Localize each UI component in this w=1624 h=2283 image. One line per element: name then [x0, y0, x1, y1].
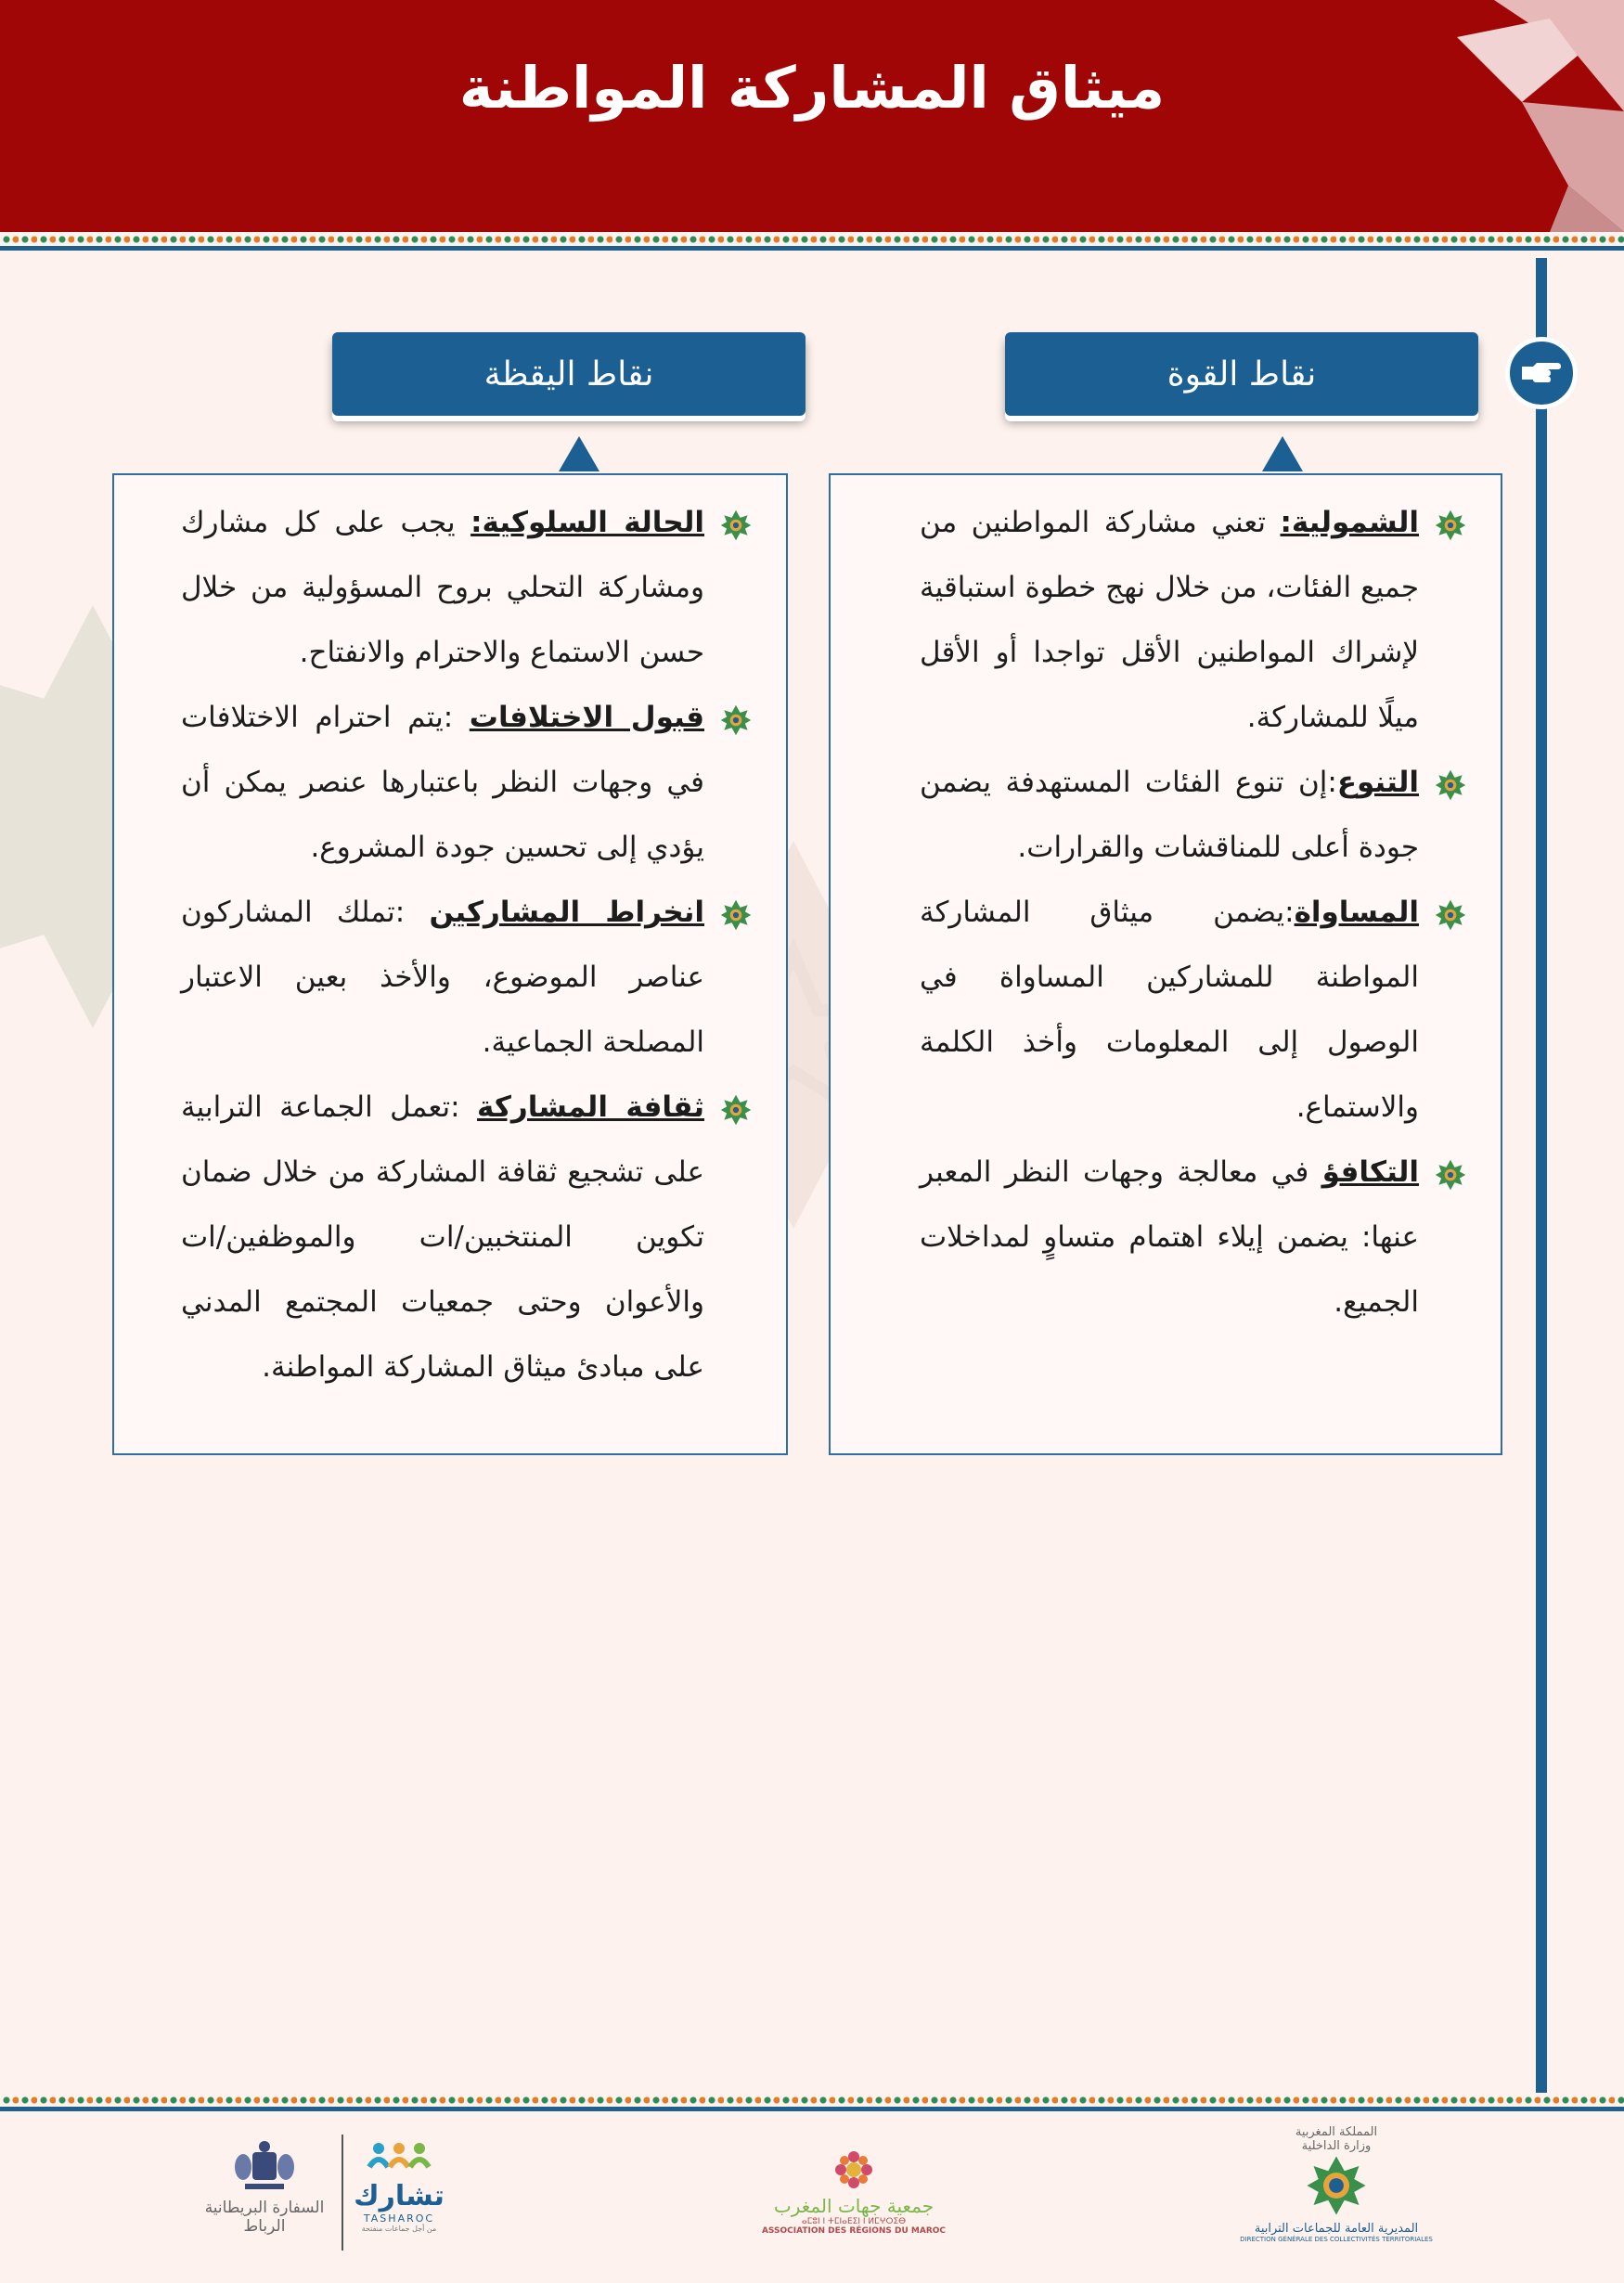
- embassy-name: السفارة البريطانية: [204, 2199, 325, 2217]
- strength-text: :إن تنوع الفئات المستهدفة يضمن جودة أعلى للمناقشات والقرارات.: [920, 766, 1419, 864]
- regions-name-ar: جمعية جهات المغرب: [773, 2195, 934, 2217]
- caution-item: [181, 1075, 753, 1399]
- ministry-kingdom: المملكة المغربية: [1295, 2125, 1378, 2139]
- caution-item: [181, 880, 753, 1075]
- origami-corner-decoration: [1438, 0, 1624, 232]
- caution-term: الحالة السلوكية:: [470, 506, 704, 539]
- star-bullet-icon: [719, 703, 753, 737]
- ministry-directorate-ar: المديرية العامة للجماعات الترابية: [1254, 2222, 1419, 2236]
- strength-text: في معالجة وجهات النظر المعبر عنها: يضمن إيلاء اهتمام متساوٍ لمداخلات الجميع.: [920, 1155, 1419, 1319]
- star-bullet-icon: [1434, 509, 1467, 542]
- caution-text: :يتم احترام الاختلافات في وجهات النظر باعتبارها عنصر يمكن أن يؤدي إلى تحسين جودة المشروع.: [181, 701, 704, 864]
- header-banner: [0, 0, 1624, 232]
- star-bullet-icon: [1434, 768, 1467, 802]
- star-bullet-icon: [719, 898, 753, 932]
- footer-divider: [342, 2135, 343, 2251]
- strength-item: [920, 750, 1467, 880]
- british-embassy-logo: [186, 2139, 343, 2236]
- star-bullet-icon: [1434, 1158, 1467, 1192]
- strength-text: تعني مشاركة المواطنين من جميع الفئات، من خلال نهج خطوة استباقية لإشراك المواطنين الأقل تواجدا أو الأقل ميلًا للمشاركة.: [920, 506, 1419, 734]
- tasharok-logo: [348, 2139, 450, 2233]
- strength-term: التنوع: [1336, 766, 1419, 799]
- vertical-timeline-bar: [1536, 258, 1547, 2093]
- cautions-heading: نقاط اليقظة: [483, 355, 654, 393]
- caution-item: [181, 685, 753, 880]
- people-logo-icon: [362, 2139, 436, 2176]
- strength-item: [920, 1140, 1467, 1335]
- regions-name-fr: ASSOCIATION DES RÉGIONS DU MAROC: [761, 2226, 947, 2236]
- royal-crest-icon: [232, 2139, 297, 2195]
- tasharok-tagline: من أجل جماعات منفتحة: [361, 2225, 437, 2233]
- caution-text: :تملك المشاركون عناصر الموضوع، والأخذ بعين الاعتبار المصلحة الجماعية.: [181, 896, 704, 1059]
- cautions-pointer: [559, 436, 599, 471]
- caution-text: :تعمل الجماعة الترابية على تشجيع ثقافة المشاركة من خلال ضمان تكوين المنتخبين/ات والموظفين/ات والأعوان وحتى جمعيات المجتمع المدني على مبادئ ميثاق المشاركة المواطنة.: [181, 1090, 704, 1384]
- decorative-border-top: [0, 232, 1624, 258]
- caution-term: ثقافة المشاركة: [477, 1090, 705, 1124]
- caution-term: قبول الاختلافات: [469, 701, 704, 734]
- pointing-hand-icon: [1520, 359, 1563, 387]
- tasharok-latin: TASHAROC: [363, 2212, 435, 2225]
- regions-association-logo: [761, 2148, 947, 2236]
- decorative-border-bottom: [0, 2093, 1624, 2119]
- star-bullet-icon: [719, 509, 753, 542]
- caution-text: يجب على كل مشارك ومشاركة التحلي بروح المسؤولية من خلال حسن الاستماع والاحترام والانفتاح.: [181, 506, 704, 669]
- flower-logo-icon: [832, 2148, 875, 2191]
- cautions-panel: [112, 473, 788, 1455]
- strength-term: التكافؤ: [1321, 1155, 1419, 1189]
- strengths-heading-banner: [1005, 332, 1478, 416]
- ministry-star-icon: [1304, 2153, 1369, 2218]
- embassy-city: الرباط: [243, 2217, 286, 2236]
- pointing-hand-marker: [1505, 337, 1578, 409]
- page-title: ميثاق المشاركة المواطنة: [458, 54, 1166, 122]
- ministry-interior: وزارة الداخلية: [1301, 2139, 1372, 2153]
- strength-term: المساواة: [1294, 896, 1419, 929]
- caution-term: انخراط المشاركين: [429, 896, 704, 929]
- strengths-heading: نقاط القوة: [1166, 355, 1317, 393]
- cautions-heading-banner: [332, 332, 806, 416]
- strength-text: :يضمن ميثاق المشاركة المواطنة للمشاركين المساواة في الوصول إلى المعلومات وأخذ الكلمة والاستماع.: [920, 896, 1419, 1124]
- star-bullet-icon: [719, 1093, 753, 1127]
- caution-item: [181, 490, 753, 685]
- star-bullet-icon: [1434, 898, 1467, 932]
- ministry-directorate-fr: DIRECTION GÉNÉRALE DES COLLECTIVITÉS TERRITORIALES: [1240, 2236, 1433, 2243]
- strength-item: [920, 490, 1467, 750]
- regions-name-tifinagh: ⴰⵎⵓⵏ ⵏ ⵜⵎⵏⴰⴹⵉⵏ ⵏ ⵍⵎⵖⵔⵉⴱ: [801, 2217, 907, 2226]
- strength-item: [920, 880, 1467, 1140]
- strengths-pointer: [1262, 436, 1303, 471]
- tasharok-name: تشارك: [354, 2180, 445, 2212]
- strength-term: الشمولية:: [1280, 506, 1419, 539]
- strengths-panel: [829, 473, 1502, 1455]
- ministry-logo: [1225, 2125, 1448, 2243]
